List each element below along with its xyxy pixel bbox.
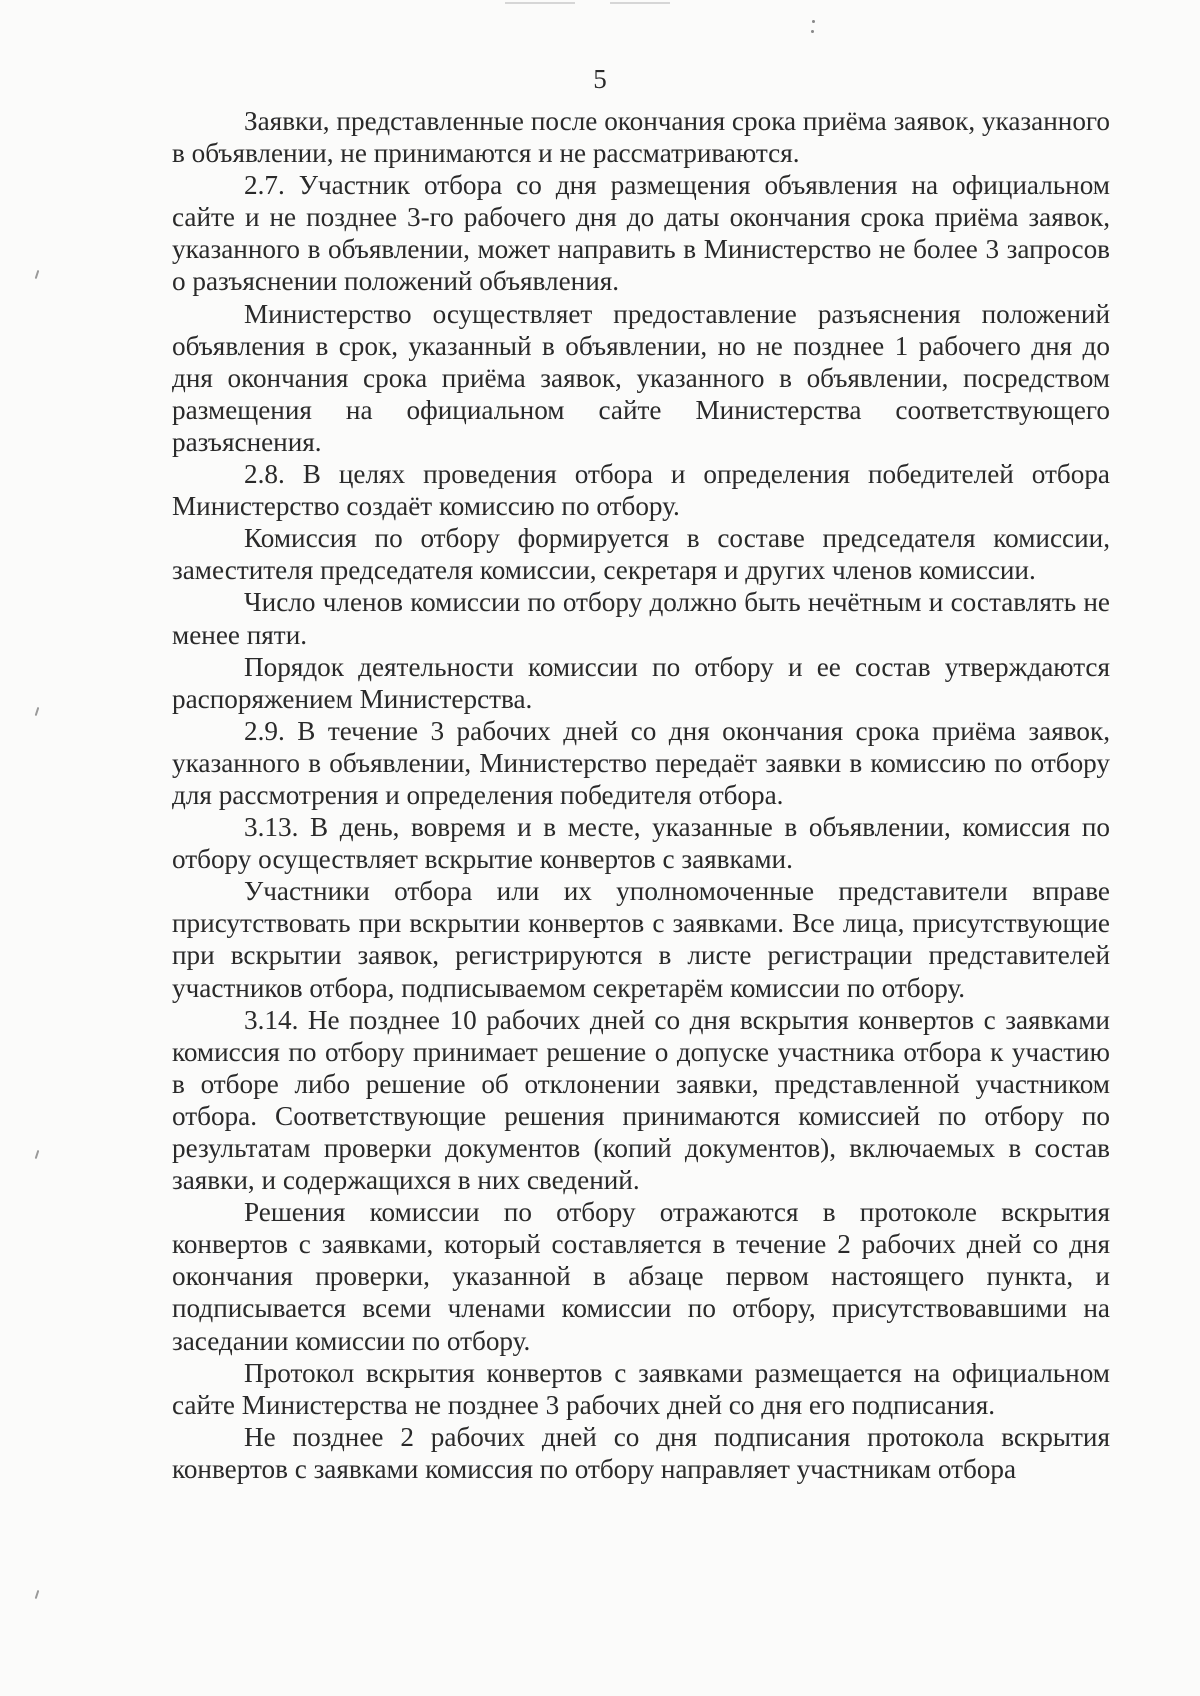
scan-artifact-line: [505, 2, 575, 4]
paragraph: Не позднее 2 рабочих дней со дня подписания протокола вскрытия конвертов с заявками комиссия по отбору направляет участникам отбора: [172, 1421, 1110, 1484]
paragraph: Министерство осуществляет предоставление разъяснения положений объявления в срок, указанный в объявлении, но не позднее 1 рабочего дня до дня окончания срока приёма заявок, указанного в объявлении, посредством размещения на официальном сайте Министерства соответствующего разъяснения.: [172, 298, 1110, 457]
margin-tick-mark: [35, 270, 40, 279]
paragraph: 2.8. В целях проведения отбора и определения победителей отбора Министерство создаёт комиссию по отбору.: [172, 459, 1110, 522]
paragraph: Комиссия по отбору формируется в составе председателя комиссии, заместителя председателя комиссии, секретаря и других членов комиссии.: [172, 523, 1110, 586]
margin-tick-mark: [35, 1150, 40, 1159]
paragraph: Протокол вскрытия конвертов с заявками размещается на официальном сайте Министерства не позднее 3 рабочих дней со дня его подписания.: [172, 1357, 1110, 1420]
paragraph: Участники отбора или их уполномоченные представители вправе присутствовать при вскрытии конвертов с заявками. Все лица, присутствующие при вскрытии заявок, регистрируются в листе регистрации представителей участников отбора, подписываемом секретарём комиссии по отбору.: [172, 876, 1110, 1003]
page-number: 5: [593, 64, 607, 94]
margin-tick-mark: [35, 707, 40, 716]
paragraph: 3.14. Не позднее 10 рабочих дней со дня вскрытия конвертов с заявками комиссия по отбору принимает решение о допуске участника отбора к участию в отборе либо решение об отклонении заявки, представленной участником отбора. Соответствующие решения принимаются комиссией по отбору по результатам проверки документов (копий документов), включаемых в состав заявки, и содержащихся в них сведений.: [172, 1004, 1110, 1196]
paragraph: 2.7. Участник отбора со дня размещения объявления на официальном сайте и не позднее 3-го рабочего дня до даты окончания срока приёма заявок, указанного в объявлении, может направить в Министерство не более 3 запросов о разъяснении положений объявления.: [172, 170, 1110, 297]
scan-artifact-line: [610, 2, 670, 4]
margin-tick-mark: [35, 1590, 40, 1599]
paragraph: Порядок деятельности комиссии по отбору и ее состав утверждаются распоряжением Министерства.: [172, 651, 1110, 714]
scan-artifact-dot: [811, 30, 814, 33]
paragraph: Заявки, представленные после окончания срока приёма заявок, указанного в объявлении, не принимаются и не рассматриваются.: [172, 106, 1110, 169]
paragraph: 3.13. В день, вовремя и в месте, указанные в объявлении, комиссия по отбору осуществляет вскрытие конвертов с заявками.: [172, 812, 1110, 875]
document-body: [172, 105, 1110, 1485]
paragraph: Решения комиссии по отбору отражаются в протоколе вскрытия конвертов с заявками, который составляется в течение 2 рабочих дней со дня окончания проверки, указанной в абзаце первом настоящего пункта, и подписывается всеми членами комиссии по отбору, присутствовавшими на заседании комиссии по отбору.: [172, 1197, 1110, 1356]
paragraph: Число членов комиссии по отбору должно быть нечётным и составлять не менее пяти.: [172, 587, 1110, 650]
scan-artifact-dot: [812, 20, 815, 23]
paragraph: 2.9. В течение 3 рабочих дней со дня окончания срока приёма заявок, указанного в объявлении, Министерство передаёт заявки в комиссию по отбору для рассмотрения и определения победителя отбора.: [172, 715, 1110, 810]
